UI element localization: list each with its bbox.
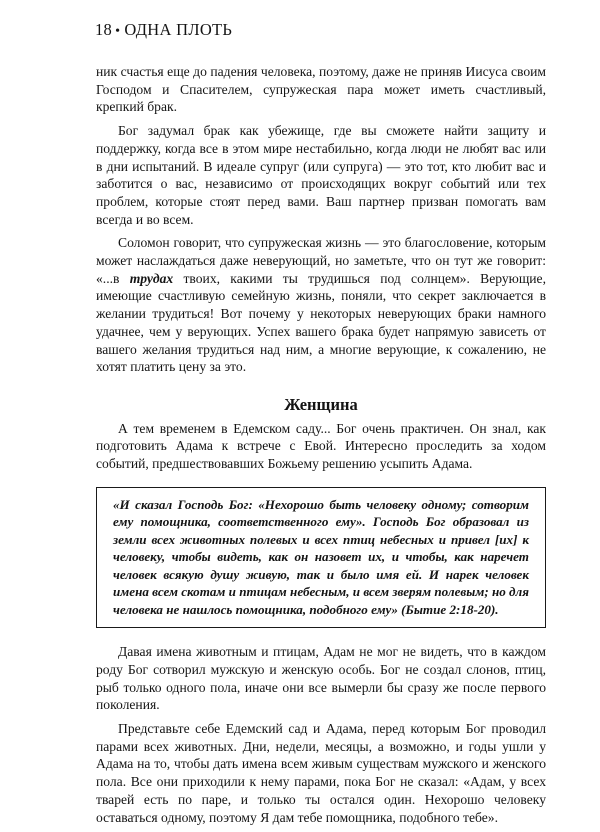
section-title: Женщина	[284, 394, 358, 414]
chapter-title: ОДНА ПЛОТЬ	[124, 20, 233, 39]
solomon-text-before: Соломон говорит, что супружеская жизнь — это благословение, которым может наслаждаться даже неверующий, но заметьте, что он тут же говорит: «...в	[96, 235, 546, 286]
paragraph-naming-animals: Давая имена животным и птицам, Адам не мог не видеть, что в каждом роду Бог сотворил мужскую и женскую особь. Бог не создал слонов, птиц, рыб только одного пола, иначе они все вымерли бы сразу же после первого поколения.	[96, 644, 546, 713]
page-number: 18	[95, 20, 113, 39]
header-separator: •	[115, 24, 121, 39]
paragraph-continued: ник счастья еще до падения человека, поэтому, даже не приняв Иисуса своим Господом и Спасителем, супружеская пара может иметь счастливый, крепкий брак.	[96, 64, 546, 115]
paragraph-eden-intro: А тем временем в Едемском саду... Бог очень практичен. Он знал, как подготовить Адама к встрече с Евой. Интересно проследить за ходом событий, предшествовавших Божьему решению усыпить Адама.	[96, 420, 546, 472]
scripture-quote: «И сказал Господь Бог: «Нехорошо быть человеку одному; сотворим ему помощника, соответственного ему». Господь Бог образовал из земли всех животных полевых и всех птиц небесных и привел [их] к человеку, чтобы видеть, как он назовет их, и чтобы, как наречет человек всякую душу живую, так и было имя ей. И нарек человек имена всем скотам и птицам небесным, и всем зверям полевым; но для человека не нашлось помощника, подобного ему» (Бытие 2:18-20).	[113, 496, 530, 617]
running-header	[95, 20, 232, 40]
paragraph-refuge: Бог задумал брак как убежище, где вы сможете найти защиту и поддержку, когда все в этом мире нестабильно, когда люди не любят вас или в дни испытаний. В идеале супруг (или супруга) — это тот, кто любит вас и заботится о вас, независимо от происходящих вокруг событий или тех проблем, которые стоят перед вами. Ваш партнер призван помогать вам всегда и во всем.	[96, 123, 546, 227]
paragraph-eden-pairs: Представьте себе Едемский сад и Адама, перед которым Бог проводил парами всех животных. Дни, недели, месяцы, а возможно, и годы ушли у Адама на то, чтобы дать имена всем живым существам мужского и женского пола. Все они приходили к нему парами, пока Бог не сказал: «Адам, у всех тварей есть по паре, и только ты остался один. Нехорошо человеку оставаться одному, поэтому Я дам тебе помощника, подобного тебе».	[96, 721, 546, 825]
body-text	[96, 63, 546, 832]
scripture-quote-box	[96, 487, 546, 629]
paragraph-solomon	[96, 234, 546, 376]
emphasis-trudah: трудах	[129, 270, 174, 286]
solomon-text-after: твоих, какими ты трудишься под солнцем». Верующие, имеющие счастливую семейную жизнь, поняли, что секрет заключается в желании трудиться! Вот почему у некоторых неверующих браки намного удачнее, чем у верующих. Успех вашего брака будет напрямую зависеть от вашего желания трудиться над ним, а многие верующие, к сожалению, не хотят платить цену за это.	[96, 270, 546, 375]
